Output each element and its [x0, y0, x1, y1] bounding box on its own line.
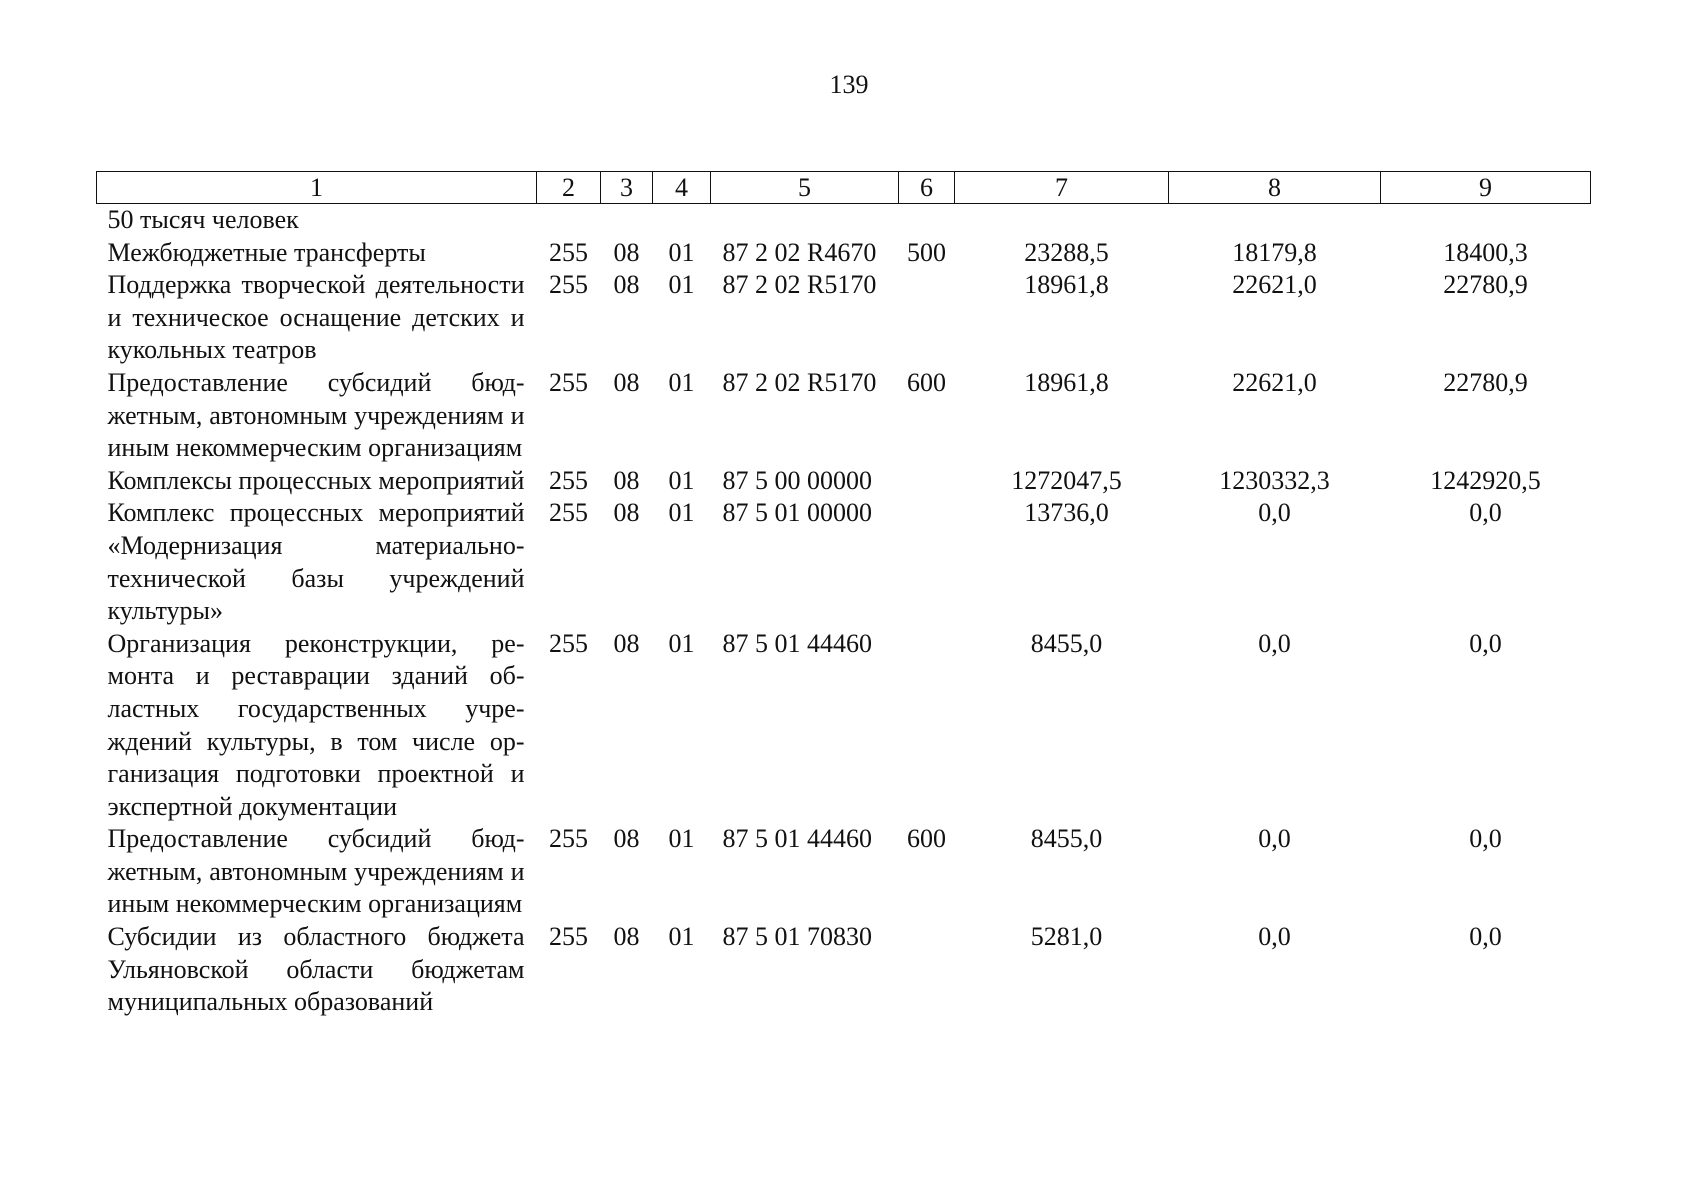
table-row	[97, 269, 1591, 367]
row-amount-col9: 1242920,5	[1430, 465, 1541, 495]
row-subsection-code: 01	[668, 465, 695, 495]
row-subsection-code: 01	[668, 270, 695, 300]
row-amount-col8: 0,0	[1258, 628, 1291, 658]
row-amount-col8	[1169, 204, 1381, 237]
row-target-code: 87 5 01 44460	[722, 628, 872, 658]
header-col-6: 6	[899, 172, 955, 204]
table-row	[97, 465, 1591, 498]
row-section-code: 08	[613, 270, 640, 300]
table-row	[97, 367, 1591, 465]
row-target-code: 87 5 01 70830	[722, 922, 872, 952]
row-amount-col9	[1381, 204, 1591, 237]
row-amount-col8: 0,0	[1258, 922, 1291, 952]
row-amount-col9: 0,0	[1469, 922, 1502, 952]
row-subsection-code: 01	[668, 824, 695, 854]
row-amount-col8: 0,0	[1258, 498, 1291, 528]
row-amount-col8: 22621,0	[1232, 270, 1317, 300]
row-amount-col8: 18179,8	[1232, 237, 1317, 267]
row-amount-col7: 8455,0	[1030, 824, 1103, 854]
row-expense-type: 600	[907, 824, 946, 854]
row-amount-col7: 13736,0	[1024, 498, 1109, 528]
header-col-5: 5	[711, 172, 899, 204]
table-row	[97, 921, 1591, 1019]
row-ministry-code: 255	[549, 270, 588, 300]
row-section-code: 08	[613, 465, 640, 495]
header-row	[97, 172, 1591, 204]
row-amount-col8: 22621,0	[1232, 367, 1317, 397]
row-amount-col7: 18961,8	[1024, 270, 1109, 300]
header-col-4: 4	[653, 172, 711, 204]
row-name: 50 тысяч человек	[107, 205, 299, 234]
row-name: Субсидии из областного бюджета Ульяновской области бюджетам муниципальных образований	[107, 922, 525, 1017]
row-amount-col7	[955, 204, 1169, 237]
row-ministry-code: 255	[549, 237, 588, 267]
row-ministry-code	[537, 204, 601, 237]
row-section-code: 08	[613, 498, 640, 528]
row-amount-col8: 0,0	[1258, 824, 1291, 854]
row-amount-col9: 0,0	[1469, 498, 1502, 528]
row-expense-type	[899, 497, 955, 627]
table-row	[97, 237, 1591, 270]
row-expense-type	[899, 628, 955, 824]
table-row	[97, 204, 1591, 237]
row-name: Межбюджетные трансферты	[107, 237, 426, 267]
row-amount-col9: 22780,9	[1443, 367, 1528, 397]
header-col-1: 1	[97, 172, 537, 204]
row-section-code: 08	[613, 824, 640, 854]
row-target-code: 87 2 02 R5170	[722, 367, 877, 397]
header-col-8: 8	[1169, 172, 1381, 204]
row-section-code: 08	[613, 628, 640, 658]
row-target-code: 87 5 01 00000	[722, 498, 872, 528]
row-ministry-code: 255	[549, 628, 588, 658]
row-subsection-code: 01	[668, 237, 695, 267]
header-col-7: 7	[955, 172, 1169, 204]
row-subsection-code: 01	[668, 628, 695, 658]
row-amount-col9: 0,0	[1469, 628, 1502, 658]
row-name: Предоставление субсидий бюджетным, автономным учреждениям и иным некоммерческим организациям	[107, 367, 525, 463]
row-target-code: 87 5 01 44460	[722, 824, 872, 854]
table-row	[97, 823, 1591, 921]
row-amount-col7: 5281,0	[1030, 922, 1103, 952]
row-amount-col8: 1230332,3	[1219, 465, 1330, 495]
row-name: Комплекс процессных мероприятий «Модернизация материально-технической базы учреждений культуры»	[107, 498, 525, 626]
table-header	[97, 172, 1591, 204]
row-name: Поддержка творческой деятельности и техническое оснащение детских и кукольных театров	[107, 270, 525, 365]
row-target-code	[711, 204, 899, 237]
header-col-2: 2	[537, 172, 601, 204]
row-amount-col9: 18400,3	[1443, 237, 1528, 267]
header-col-3: 3	[601, 172, 653, 204]
budget-table	[96, 171, 1591, 1019]
row-target-code: 87 2 02 R4670	[722, 237, 877, 267]
row-ministry-code: 255	[549, 465, 588, 495]
row-expense-type	[899, 921, 955, 1019]
table-row	[97, 628, 1591, 824]
header-col-9: 9	[1381, 172, 1591, 204]
row-subsection-code: 01	[668, 367, 695, 397]
table-body	[97, 204, 1591, 1019]
row-ministry-code: 255	[549, 367, 588, 397]
row-amount-col9: 0,0	[1469, 824, 1502, 854]
row-expense-type: 500	[907, 237, 946, 267]
row-subsection-code: 01	[668, 922, 695, 952]
row-target-code: 87 5 00 00000	[722, 465, 872, 495]
row-subsection-code	[653, 204, 711, 237]
row-ministry-code: 255	[549, 498, 588, 528]
page-number: 139	[829, 70, 869, 99]
row-section-code: 08	[613, 237, 640, 267]
row-amount-col7: 1272047,5	[1011, 465, 1122, 495]
row-section-code	[601, 204, 653, 237]
row-name: Предоставление субсидий бюджетным, автономным учреждениям и иным некоммерческим организациям	[107, 824, 525, 919]
row-ministry-code: 255	[549, 824, 588, 854]
row-amount-col7: 8455,0	[1030, 628, 1103, 658]
row-expense-type	[899, 269, 955, 367]
row-expense-type	[899, 465, 955, 498]
row-amount-col9: 22780,9	[1443, 270, 1528, 300]
row-amount-col7: 23288,5	[1024, 237, 1109, 267]
row-target-code: 87 2 02 R5170	[722, 270, 877, 300]
row-section-code: 08	[613, 367, 640, 397]
row-expense-type: 600	[907, 367, 946, 397]
row-name: Организация реконструкции, ремонта и реставрации зданий областных государственных учреждений культуры, в том числе организация подготовки проектной и экспертной документации	[107, 628, 525, 821]
row-subsection-code: 01	[668, 498, 695, 528]
row-amount-col7: 18961,8	[1024, 367, 1109, 397]
row-section-code: 08	[613, 922, 640, 952]
row-ministry-code: 255	[549, 922, 588, 952]
row-expense-type	[899, 204, 955, 237]
row-name: Комплексы процессных мероприятий	[107, 465, 525, 495]
table-row	[97, 497, 1591, 627]
